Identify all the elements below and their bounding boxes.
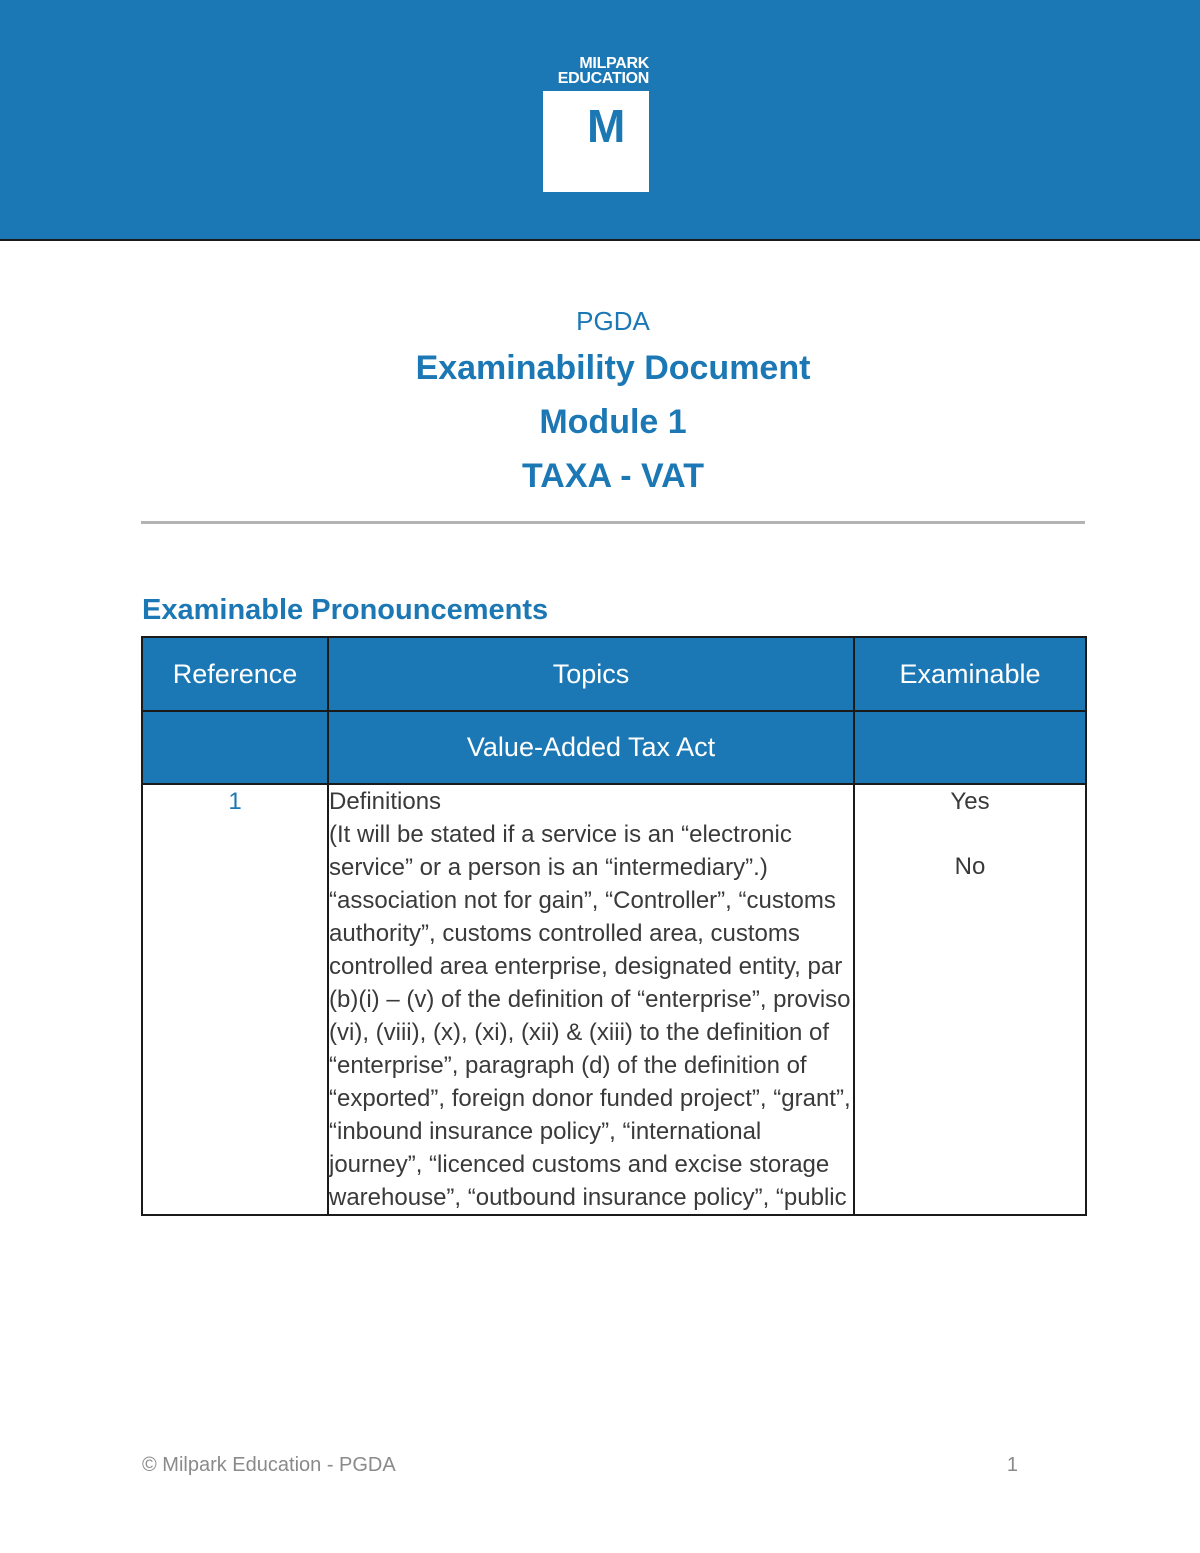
pronouncements-table: [141, 636, 1087, 1216]
logo-box: [543, 91, 649, 192]
footer-copyright: © Milpark Education - PGDA: [142, 1454, 396, 1476]
subheading-label: Value-Added Tax Act: [328, 711, 854, 784]
column-header-examinable: Examinable: [854, 637, 1086, 711]
table-subheading-row: [142, 711, 1086, 784]
table-row: [142, 784, 1086, 1215]
logo-letter: M: [587, 100, 626, 152]
topic-body: (It will be stated if a service is an “electronic service” or a person is an “intermediary”.) “association not for gain”, “Controller”, “customs authority”, customs controlled area, customs controlled area enterprise, designated entity, par (b)(i) – (v) of the definition of “enterprise”, proviso (vi), (viii), (x), (xi), (xii) & (xiii) to the definition of “enterprise”, paragraph (d) of the definition of “exported”, foreign donor funded project”, “grant”, “inbound insurance policy”, “international journey”, “licenced customs and excise storage warehouse”, “outbound insurance policy”, “public: [329, 821, 851, 1211]
title-divider: [141, 521, 1085, 524]
subheading-empty-cell: [142, 711, 328, 784]
document-title: Examinability Document: [415, 349, 811, 387]
logo-text-line-2: EDUCATION: [557, 70, 649, 87]
column-header-reference: Reference: [142, 637, 328, 711]
column-header-topics: Topics: [328, 637, 854, 711]
document-module: Module 1: [539, 403, 687, 441]
table-header-row: [142, 637, 1086, 711]
examinable-cell: [854, 784, 1086, 1215]
header-banner: [0, 0, 1200, 241]
logo-text-line-1: MILPARK: [579, 55, 649, 72]
examinable-value-yes: Yes: [950, 788, 990, 815]
topic-title: Definitions: [329, 788, 442, 815]
footer-page-number: 1: [1006, 1454, 1018, 1476]
examinable-value-no: No: [954, 853, 986, 880]
subheading-empty-cell: [854, 711, 1086, 784]
milpark-logo: [543, 56, 649, 192]
document-subject: PGDA: [576, 306, 650, 336]
examinable-spacer: [855, 818, 1085, 850]
section-title: Examinable Pronouncements: [142, 594, 549, 626]
reference-cell: 1: [142, 784, 328, 1215]
document-course: TAXA - VAT: [522, 457, 704, 495]
topic-cell: [328, 784, 854, 1215]
